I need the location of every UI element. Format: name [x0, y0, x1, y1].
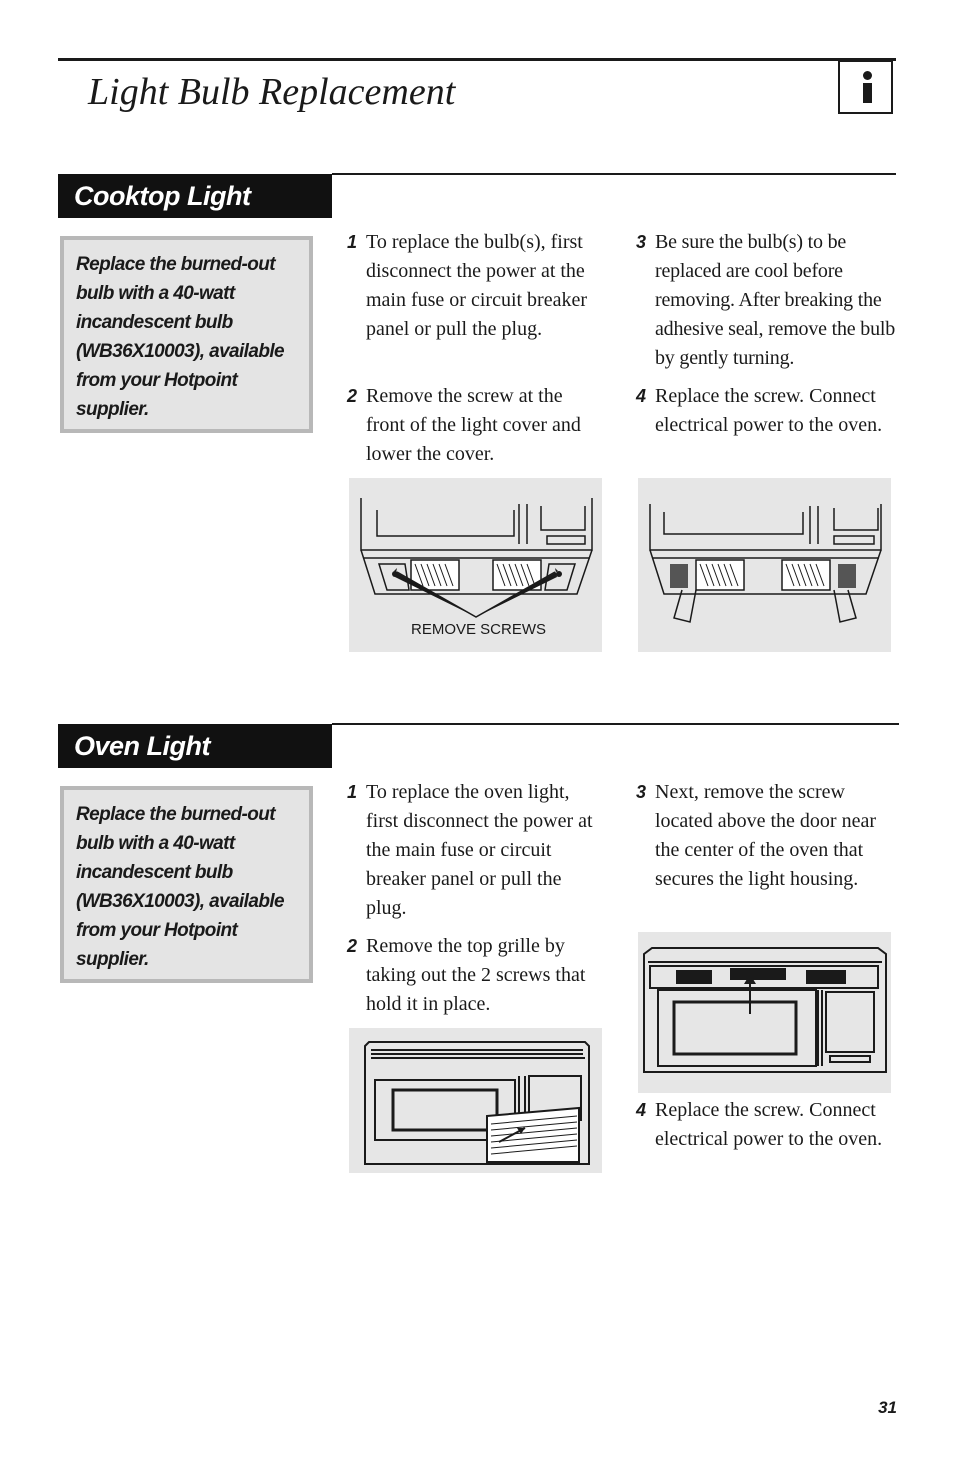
cooktop-step-4 — [636, 382, 898, 440]
cooktop-section-title: Cooktop Light — [74, 181, 251, 211]
oven-step-1 — [347, 778, 605, 923]
info-icon-bar — [863, 83, 872, 103]
step-text: Remove the screw at the front of the light cover and lower the cover. — [366, 385, 581, 465]
step-number: 1 — [347, 232, 358, 252]
oven-step-3 — [636, 778, 898, 894]
microwave-grille-drawing — [349, 1028, 602, 1173]
step-number: 4 — [636, 1100, 647, 1120]
cooktop-step-2 — [347, 382, 605, 469]
cooktop-section-header — [58, 174, 332, 218]
step-number: 3 — [636, 232, 647, 252]
step-number: 1 — [347, 782, 358, 802]
step-text: To replace the oven light, first disconnect the power at the main fuse or circuit breaker panel or pull the plug. — [366, 781, 593, 919]
step-number: 3 — [636, 782, 647, 802]
oven-section-header — [58, 724, 332, 768]
step-text: Remove the top grille by taking out the 2 screws that hold it in place. — [366, 935, 586, 1015]
remove-screws-label: REMOVE SCREWS — [411, 621, 547, 638]
cooktop-section-rule — [332, 173, 896, 175]
step-number: 4 — [636, 386, 647, 406]
step-number: 2 — [347, 936, 358, 956]
page-number: 31 — [878, 1398, 897, 1417]
step-text: To replace the bulb(s), first disconnect the power at the main fuse or circuit breaker panel or pull the plug. — [366, 231, 588, 340]
oven-section-rule — [332, 723, 899, 725]
step-number: 2 — [347, 386, 358, 406]
page-title: Light Bulb Replacement — [88, 71, 456, 113]
step-text: Be sure the bulb(s) to be replaced are cool before removing. After breaking the adhesive seal, remove the bulb by gently turning. — [655, 231, 896, 369]
cooktop-note-box — [60, 236, 313, 433]
oven-light-housing-illustration — [638, 932, 891, 1093]
step-text: Next, remove the screw located above the door near the center of the oven that secures the light housing. — [655, 781, 877, 890]
cooktop-note-text: Replace the burned-out bulb with a 40-watt incandescent bulb (WB36X10003), available from your Hotpoint supplier. — [76, 254, 284, 420]
top-rule — [58, 58, 896, 61]
step-text: Replace the screw. Connect electrical power to the oven. — [655, 1099, 883, 1150]
cooktop-cover-lowered-illustration — [638, 478, 891, 652]
cooktop-step-1 — [347, 228, 605, 344]
info-icon — [838, 60, 893, 114]
oven-note-text: Replace the burned-out bulb with a 40-watt incandescent bulb (WB36X10003), available from your Hotpoint supplier. — [76, 804, 284, 970]
oven-section-title: Oven Light — [74, 731, 210, 761]
oven-step-2 — [347, 932, 605, 1019]
microwave-front-drawing — [638, 932, 891, 1093]
cooktop-step-3 — [636, 228, 898, 373]
info-icon-dot — [863, 71, 872, 80]
oven-note-box — [60, 786, 313, 983]
oven-step-4 — [636, 1096, 898, 1154]
microwave-cover-open-drawing — [638, 478, 891, 652]
oven-grille-illustration — [349, 1028, 602, 1173]
cooktop-remove-screws-illustration — [349, 478, 602, 652]
step-text: Replace the screw. Connect electrical power to the oven. — [655, 385, 883, 436]
